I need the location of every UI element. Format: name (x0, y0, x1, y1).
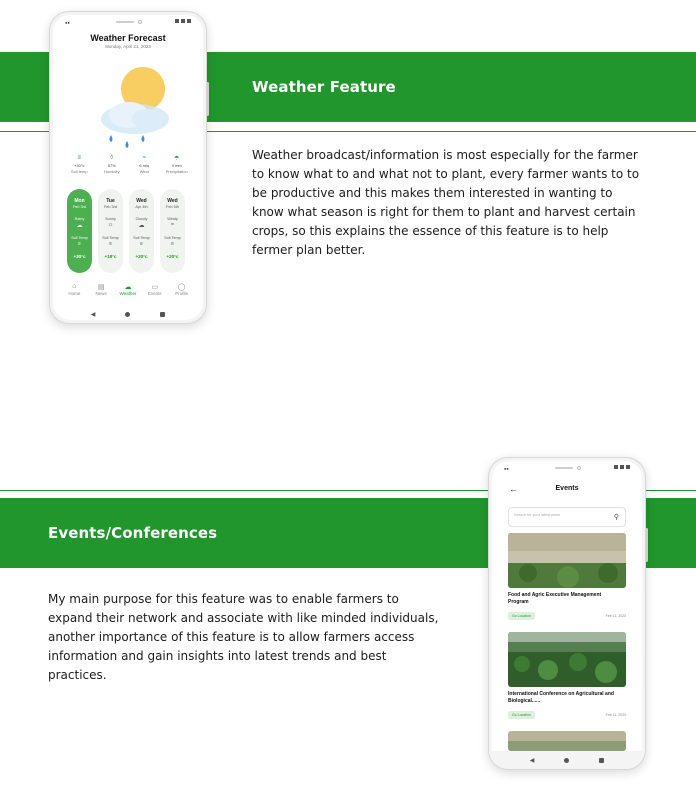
location-badge[interactable]: Go Location (508, 612, 535, 620)
search-icon[interactable]: ⚲ (613, 514, 619, 521)
events-feature-title: Events/Conferences (48, 524, 218, 542)
events-phone-mockup (488, 457, 646, 770)
wind-icon: ≈ (142, 155, 146, 161)
recents-icon[interactable] (160, 312, 165, 317)
cloud-icon: ☁ (138, 223, 145, 229)
tab-news[interactable]: ▤ News (89, 283, 113, 305)
weather-stats (63, 155, 193, 174)
rain-cloud-icon: ☁ (76, 223, 83, 229)
events-screen-title: Events (555, 485, 579, 492)
event-title: Food and Agric Executive Management Program (508, 592, 602, 605)
search-input[interactable] (508, 507, 626, 527)
event-date: Feb 11, 2023 (605, 713, 626, 717)
event-date: Feb 11, 2023 (605, 614, 626, 618)
home-nav-icon[interactable] (125, 312, 130, 317)
stat-soil-temp: ≡ +30°c Soil temp (65, 155, 93, 174)
back-icon[interactable]: ◀ (529, 757, 535, 764)
event-card[interactable] (508, 533, 626, 620)
event-meta (508, 711, 626, 719)
bottom-tab-bar (53, 283, 203, 305)
home-icon: ⌂ (72, 283, 77, 290)
precipitation-icon: ☂ (174, 156, 180, 162)
tab-weather[interactable]: ☁ Weather (116, 283, 140, 305)
events-icon: ▭ (151, 284, 159, 291)
tab-home[interactable]: ⌂ Home (62, 283, 86, 305)
soil-icon: ≡ (78, 241, 81, 247)
sun-icon: ☼ (107, 222, 114, 228)
seedling-tray-photo (508, 533, 626, 588)
system-nav-bar (50, 305, 206, 323)
soil-temp-icon: ≡ (77, 155, 81, 161)
weather-date: Monday, April 21, 2023 (105, 44, 151, 49)
soil-icon: ≡ (109, 241, 112, 247)
event-title: International Conference on Agricultural and Biological...... (508, 691, 614, 704)
weather-feature-description: Weather broadcast/information is most especially for the farmer to know what to and what not to plant, every farmer wants to to be productive and this makes them interested in wanting to know what season is right for them to plant and harvest certain crops, so this explains the essence of this feature is to help fermer plan better. (252, 148, 640, 257)
events-screen (492, 461, 642, 766)
forecast-day-card[interactable]: Wed Feb 5th Windy ≈ Soil Temp ≡ +20°c (160, 189, 185, 273)
back-icon[interactable]: ◀ (90, 311, 96, 318)
home-nav-icon[interactable] (564, 758, 569, 763)
humidity-icon: ◊ (110, 155, 114, 161)
search-placeholder: Search for your latest news (514, 513, 561, 517)
location-badge[interactable]: Go Location (508, 711, 535, 719)
soil-icon: ≡ (140, 241, 143, 247)
event-image (508, 731, 626, 751)
wind-cloud-icon: ≈ (170, 222, 175, 228)
event-image (508, 632, 626, 687)
event-image (508, 533, 626, 588)
sun-cloud-rain-icon (93, 57, 173, 152)
event-meta (508, 612, 626, 620)
events-feature-description: My main purpose for this feature was to enable farmers to expand their network and associate with like minded individuals, another importance of this feature is to allow farmers access information and gain insights into latest trends and best practices. (48, 592, 439, 682)
greenhouse-photo (508, 632, 626, 687)
forecast-days (67, 189, 195, 273)
event-card[interactable] (508, 731, 626, 751)
weather-phone-mockup (49, 11, 207, 324)
event-card[interactable] (508, 632, 626, 719)
status-bar: ●● (492, 461, 642, 475)
tab-events[interactable]: ▭ Events (143, 283, 167, 305)
system-nav-bar (489, 751, 645, 769)
seedling-tray-photo (508, 731, 626, 751)
stat-wind: ≈ 6 m/s Wind (130, 155, 158, 174)
forecast-day-card[interactable]: Wed Apr 4th Cloudy ☁ Soil Temp ≡ +20°c (129, 189, 154, 273)
forecast-day-card[interactable]: Mon Feb 3rd Rainy ☁ Soil Temp ≡ +30°c (67, 189, 92, 273)
tab-profile[interactable]: ◯ Profile (170, 283, 194, 305)
recents-icon[interactable] (599, 758, 604, 763)
stat-humidity: ◊ 57% Humidity (98, 155, 126, 174)
soil-icon: ≡ (171, 241, 174, 247)
back-arrow-icon[interactable]: ← (509, 484, 518, 494)
weather-screen (53, 15, 203, 320)
news-icon: ▤ (97, 284, 105, 291)
weather-screen-title: Weather Forecast (90, 33, 166, 43)
status-bar: ●● (53, 15, 203, 29)
profile-icon: ◯ (177, 284, 186, 291)
weather-icon: ☁ (124, 284, 132, 291)
forecast-day-card[interactable]: Tue Feb 3rd Sunny ☼ Soil Temp ≡ +18°c (98, 189, 123, 273)
stat-precipitation: ☂ 0 mm Precipitation (163, 155, 191, 174)
weather-feature-title: Weather Feature (252, 78, 396, 96)
